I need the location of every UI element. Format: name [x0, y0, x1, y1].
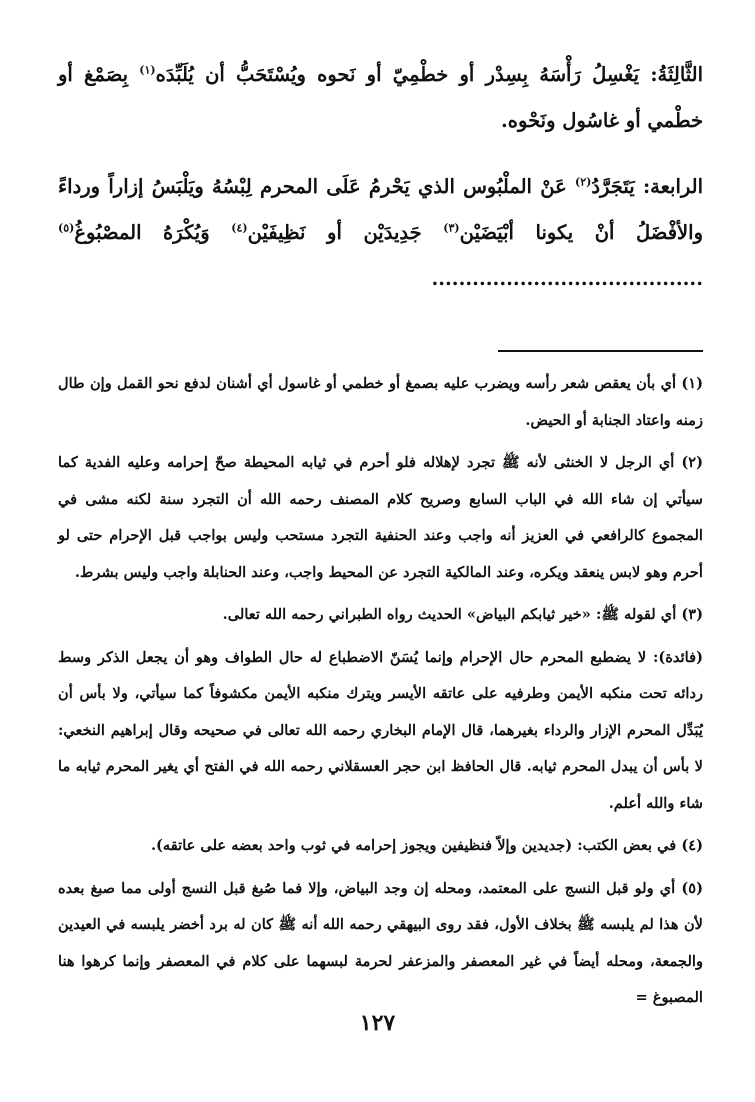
footnote-number: (٥) — [681, 879, 703, 897]
footnote-text: أي الرجل لا الخنثى لأنه ﷺ تجرد لإهلاله فلو أحرم في ثيابه المحيطة صحّ إحرامه وعليه الفدية كما سيأتي إن شاء الله في الباب السابع وصريح كلام المصنف رحمه الله أن التجرد سنة لكنه مشى في المجموع كالرافعي في العزيز أنه واجب وعند الحنفية التجرد مستحب وليس بواجب قبل الإحرام حتى لو أحرم وهو لابس ينعقد ويكره، وعند المالكية التجرد عن المحيط واجب، وعند الحنابلة واجب وليس بشرط. — [58, 454, 703, 581]
footnote-benefit — [58, 640, 703, 823]
paragraph-text: جَدِيدَيْن أو نَظِيفَيْن — [247, 221, 444, 244]
footnote-text: أي بأن يعقص شعر رأسه ويضرب عليه بصمغ أو خطمي أو غاسول أي أشنان لدفع نحو القمل وإن طال زمنه واعتاد الجنابة أو الحيض. — [58, 375, 703, 429]
footnote-ref[interactable]: (٣) — [443, 221, 460, 235]
footnote-text: أي لقوله ﷺ: «خير ثيابكم البياض» الحديث رواه الطبراني رحمه الله تعالى. — [222, 606, 677, 623]
paragraph-fourth — [58, 164, 703, 302]
footnote-number: (٣) — [681, 606, 703, 623]
footnote-text: لا يضطبع المحرم حال الإحرام وإنما يُسَنّ الاضطباع له حال الطواف وهو أن يجعل الذكر وسط ردائه تحت منكبه الأيمن وطرفيه على عاتقه الأيسر ويترك منكبه الأيمن مكشوفاً كما سيأتي، ولا بأس أن يُبَدِّل المحرم الإزار والرداء بغيرهما، قال الإمام البخاري رحمه الله تعالى في صحيحه وقال إبراهيم النخعي: لا بأس أن يبدل المحرم ثيابه. قال الحافظ ابن حجر العسقلاني رحمه الله في الفتح أي يغير المحرم ثيابه ما شاء والله أعلم. — [58, 648, 703, 812]
footnote-separator — [498, 350, 703, 352]
footnote-ref[interactable]: (٥) — [58, 221, 75, 235]
paragraph-text: بِصَمْغ أو خطْمي أو غاسُول ونَحْوه. — [58, 63, 703, 132]
paragraph-text: يَتَجَرَّدُ — [591, 175, 643, 198]
footnote-ref[interactable]: (٤) — [231, 221, 248, 235]
footnote-ref[interactable]: (٢) — [575, 175, 592, 189]
footnote-text: أي ولو قبل النسج على المعتمد، ومحله إن وجد البياض، وإلا فما صُبغ قبل النسج أولى مما صبغ بعده لأن هذا لم يلبسه ﷺ بخلاف الأول، فقد روى البيهقي رحمه الله أنه ﷺ كان له برد أخضر يلبسه في العيدين والجمعة، ومحله أيضاً في غير المعصفر والمزعفر لحرمة لبسهما على كلام في المعصفر وإنما كرهوا هنا المصبوغ = — [58, 879, 703, 1006]
footnote-5 — [58, 871, 703, 1017]
paragraph-lead: الثَّالِثَةُ: — [650, 63, 704, 86]
paragraph-third — [58, 52, 703, 144]
paragraph-lead: الرابعة: — [642, 175, 703, 198]
footnote-ref[interactable]: (١) — [139, 63, 156, 77]
paragraph-text: يَغْسِلُ رَأْسَهُ بِسِدْر أو خطْمِيّ أو نَحوه ويُسْتَحَبُّ أن يُلَبِّدَه — [155, 63, 651, 86]
footnotes — [58, 366, 703, 1017]
page-number: ١٢٧ — [359, 1010, 396, 1036]
footnote-4 — [58, 828, 703, 865]
footnote-3 — [58, 597, 703, 634]
paragraph-text: عَنْ الملْبُوس الذي يَحْرمُ عَلَى المحرم لِبْسُهُ ويَلْبَسُ إزاراً ورداءً والأفْضَلُ أنْ يكونا أبْيَضَيْن — [58, 175, 703, 244]
dotted-leader: ........................................ — [431, 267, 703, 290]
footnote-number: (٢) — [681, 454, 703, 471]
footnote-number: (٤) — [681, 837, 703, 854]
paragraph-text: وَيُكْرَهُ المصْبُوغُ — [74, 221, 232, 244]
footnote-1 — [58, 366, 703, 439]
footnote-number: (فائدة): — [652, 648, 703, 666]
footnote-number: (١) — [681, 375, 703, 392]
main-text — [58, 52, 703, 302]
footnote-text: في بعض الكتب: (جديدين وإلاّ فنظيفين ويجوز إحرامه في ثوب واحد بعضه على عاتقه). — [150, 837, 677, 854]
footnote-2 — [58, 445, 703, 591]
